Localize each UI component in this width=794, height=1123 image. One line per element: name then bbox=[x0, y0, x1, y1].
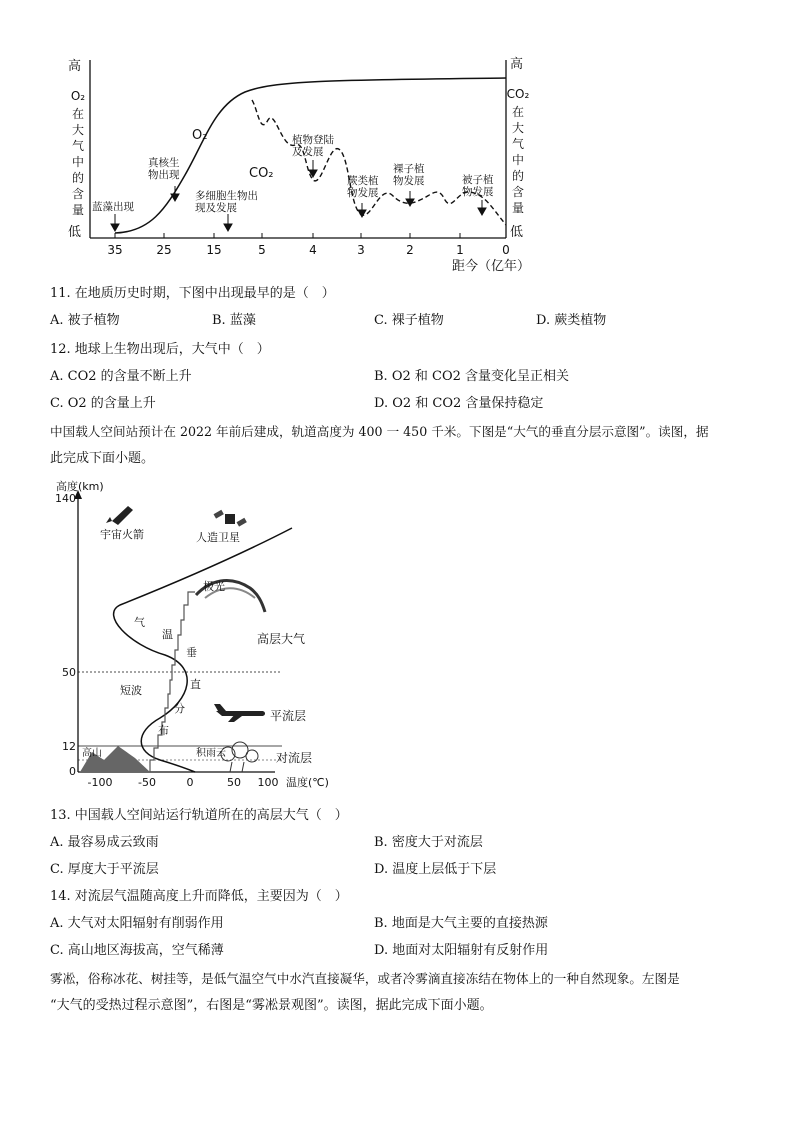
right-axis-high: 高 bbox=[510, 57, 524, 72]
intro-space-station-line2: 此完成下面小题。 bbox=[50, 451, 155, 466]
event-ferns: 蕨类植物发展 bbox=[347, 175, 379, 199]
left-axis-label-1: 在 bbox=[71, 107, 85, 121]
right-axis-label-6: 含 bbox=[511, 185, 525, 199]
x-tick-7: 1 bbox=[456, 243, 464, 257]
right-axis-label-2: 大 bbox=[511, 121, 525, 135]
x-tick-0: 35 bbox=[107, 243, 123, 257]
right-axis-label-4: 中 bbox=[511, 153, 525, 167]
q13-option-a[interactable]: A. 最容易成云致雨 bbox=[50, 835, 159, 850]
co2-curve-label: CO₂ bbox=[249, 166, 274, 181]
co2-curve bbox=[252, 100, 506, 225]
x-tick-1: 25 bbox=[156, 243, 172, 257]
stratosphere-label: 平流层 bbox=[270, 709, 307, 723]
right-axis-label-5: 的 bbox=[511, 169, 525, 183]
q11-option-d[interactable]: D. 蕨类植物 bbox=[536, 313, 607, 328]
o2-curve-label: O₂ bbox=[192, 128, 208, 143]
event-gymnosperms: 裸子植物发展 bbox=[393, 163, 425, 187]
satellite-label: 人造卫星 bbox=[196, 531, 240, 544]
x-tick-3: 5 bbox=[258, 243, 266, 257]
shortwave-label: 短波 bbox=[120, 684, 142, 697]
intro-space-station-line1: 中国载人空间站预计在 2022 年前后建成，轨道高度为 400 一 450 千米。下图是“大气的垂直分层示意图”。读图，据 bbox=[50, 424, 709, 439]
fig2-x-tick-neg100: -100 bbox=[87, 776, 113, 789]
cumulonimbus-icon bbox=[221, 742, 258, 772]
x-tick-5: 3 bbox=[357, 243, 365, 257]
mountain-label: 高山 bbox=[82, 748, 102, 759]
upper-atmosphere-label: 高层大气 bbox=[257, 632, 306, 646]
q11-option-b[interactable]: B. 蓝藻 bbox=[212, 313, 256, 328]
x-tick-8: 0 bbox=[502, 243, 510, 257]
event-cyanobacteria: 蓝藻出现 bbox=[92, 201, 134, 213]
left-axis-label-7: 量 bbox=[71, 203, 85, 217]
oxygen-co2-history-figure bbox=[0, 0, 794, 285]
event-gymnosperms-box bbox=[393, 163, 439, 193]
q14-option-d[interactable]: D. 地面对太阳辐射有反射作用 bbox=[374, 943, 549, 958]
fig2-y-axis-label: 高度(km) bbox=[56, 480, 104, 493]
q12-option-b[interactable]: B. O2 和 CO2 含量变化呈正相关 bbox=[374, 369, 570, 384]
fig2-x-tick-neg50: -50 bbox=[138, 776, 156, 789]
fig2-y-tick-0: 0 bbox=[69, 765, 76, 778]
q12-stem: 12. 地球上生物出现后，大气中（ ） bbox=[50, 342, 270, 357]
event-eukaryote: 真核生物出现 bbox=[148, 157, 180, 181]
left-axis-low: 低 bbox=[68, 225, 82, 240]
q14-option-c[interactable]: C. 高山地区海拔高，空气稀薄 bbox=[50, 943, 224, 958]
right-axis-label-3: 气 bbox=[511, 137, 525, 151]
q12-option-a[interactable]: A. CO2 的含量不断上升 bbox=[50, 369, 192, 384]
fig2-y-tick-50: 50 bbox=[62, 666, 76, 679]
left-axis-label-5: 的 bbox=[71, 171, 85, 185]
q12-option-c[interactable]: C. O2 的含量上升 bbox=[50, 396, 156, 411]
cloud-label: 积雨云 bbox=[196, 748, 226, 759]
rocket-icon bbox=[106, 506, 133, 525]
q13-option-c[interactable]: C. 厚度大于平流层 bbox=[50, 862, 159, 877]
event-eukaryote-box bbox=[148, 157, 198, 187]
x-tick-6: 2 bbox=[406, 243, 414, 257]
x-tick-4: 4 bbox=[309, 243, 317, 257]
fig2-x-tick-0: 0 bbox=[186, 776, 194, 789]
q13-option-b[interactable]: B. 密度大于对流层 bbox=[374, 835, 483, 850]
q14-option-a[interactable]: A. 大气对太阳辐射有削弱作用 bbox=[50, 916, 224, 931]
q11-option-c[interactable]: C. 裸子植物 bbox=[374, 313, 444, 328]
curve-char-5: 布 bbox=[158, 724, 169, 737]
left-axis-high: 高 bbox=[68, 59, 82, 74]
intro-rime-line2: “大气的受热过程示意图”，右图是“雾凇景观图”。读图，据此完成下面小题。 bbox=[50, 998, 493, 1013]
fig2-x-tick-50: 50 bbox=[227, 776, 241, 789]
left-axis-label-3: 气 bbox=[71, 139, 85, 153]
shortwave-path bbox=[150, 592, 195, 772]
q13-stem: 13. 中国载人空间站运行轨道所在的高层大气（ ） bbox=[50, 808, 348, 823]
q11-stem: 11. 在地质历史时期，下图中出现最早的是（ ） bbox=[50, 286, 335, 301]
event-angiosperms-box bbox=[462, 174, 508, 204]
airplane-icon bbox=[214, 704, 265, 722]
aurora-label: 极光 bbox=[203, 580, 225, 593]
x-tick-2: 15 bbox=[206, 243, 222, 257]
event-multicellular: 多细胞生物出现及发展 bbox=[195, 190, 258, 214]
event-ferns-box bbox=[347, 175, 393, 205]
temperature-curve bbox=[114, 528, 292, 772]
fig2-y-tick-140: 140 bbox=[55, 492, 76, 505]
curve-char-2: 垂 bbox=[186, 646, 197, 659]
right-axis-low: 低 bbox=[510, 225, 524, 240]
x-axis-label: 距今（亿年） bbox=[452, 259, 531, 274]
right-axis-label-0: CO₂ bbox=[506, 87, 530, 101]
curve-char-3: 直 bbox=[190, 678, 201, 691]
left-axis-label-6: 含 bbox=[71, 187, 85, 201]
event-land-plants: 植物登陆及发展 bbox=[292, 134, 334, 158]
q11-option-a[interactable]: A. 被子植物 bbox=[50, 313, 120, 328]
right-axis-label-7: 量 bbox=[511, 201, 525, 215]
q13-option-d[interactable]: D. 温度上层低于下层 bbox=[374, 862, 497, 877]
left-axis-label-0: O₂ bbox=[70, 89, 86, 103]
curve-char-0: 气 bbox=[134, 616, 145, 629]
rocket-label: 宇宙火箭 bbox=[100, 528, 144, 541]
atmosphere-layers-figure bbox=[0, 470, 794, 790]
q14-option-b[interactable]: B. 地面是大气主要的直接热源 bbox=[374, 916, 548, 931]
event-multicellular-box bbox=[195, 190, 265, 220]
fig2-x-tick-100: 100 bbox=[257, 776, 279, 789]
event-land-plants-box bbox=[292, 134, 348, 164]
troposphere-label: 对流层 bbox=[276, 751, 313, 765]
fig2-x-axis-label: 温度(℃) bbox=[286, 776, 329, 789]
curve-char-4: 分 bbox=[174, 702, 185, 715]
curve-char-1: 温 bbox=[162, 628, 173, 641]
satellite-icon bbox=[214, 510, 247, 527]
event-angiosperms: 被子植物发展 bbox=[462, 174, 494, 198]
q12-option-d[interactable]: D. O2 和 CO2 含量保持稳定 bbox=[374, 396, 544, 411]
fig2-y-tick-12: 12 bbox=[62, 740, 76, 753]
q14-stem: 14. 对流层气温随高度上升而降低，主要因为（ ） bbox=[50, 889, 348, 904]
left-axis-label-4: 中 bbox=[71, 155, 85, 169]
left-axis-label-2: 大 bbox=[71, 123, 85, 137]
right-axis-label-1: 在 bbox=[511, 105, 525, 119]
intro-rime-line1: 雾凇，俗称冰花、树挂等，是低气温空气中水汽直接凝华，或者冷雾滴直接冻结在物体上的一种自然现象。左图是 bbox=[50, 971, 680, 986]
